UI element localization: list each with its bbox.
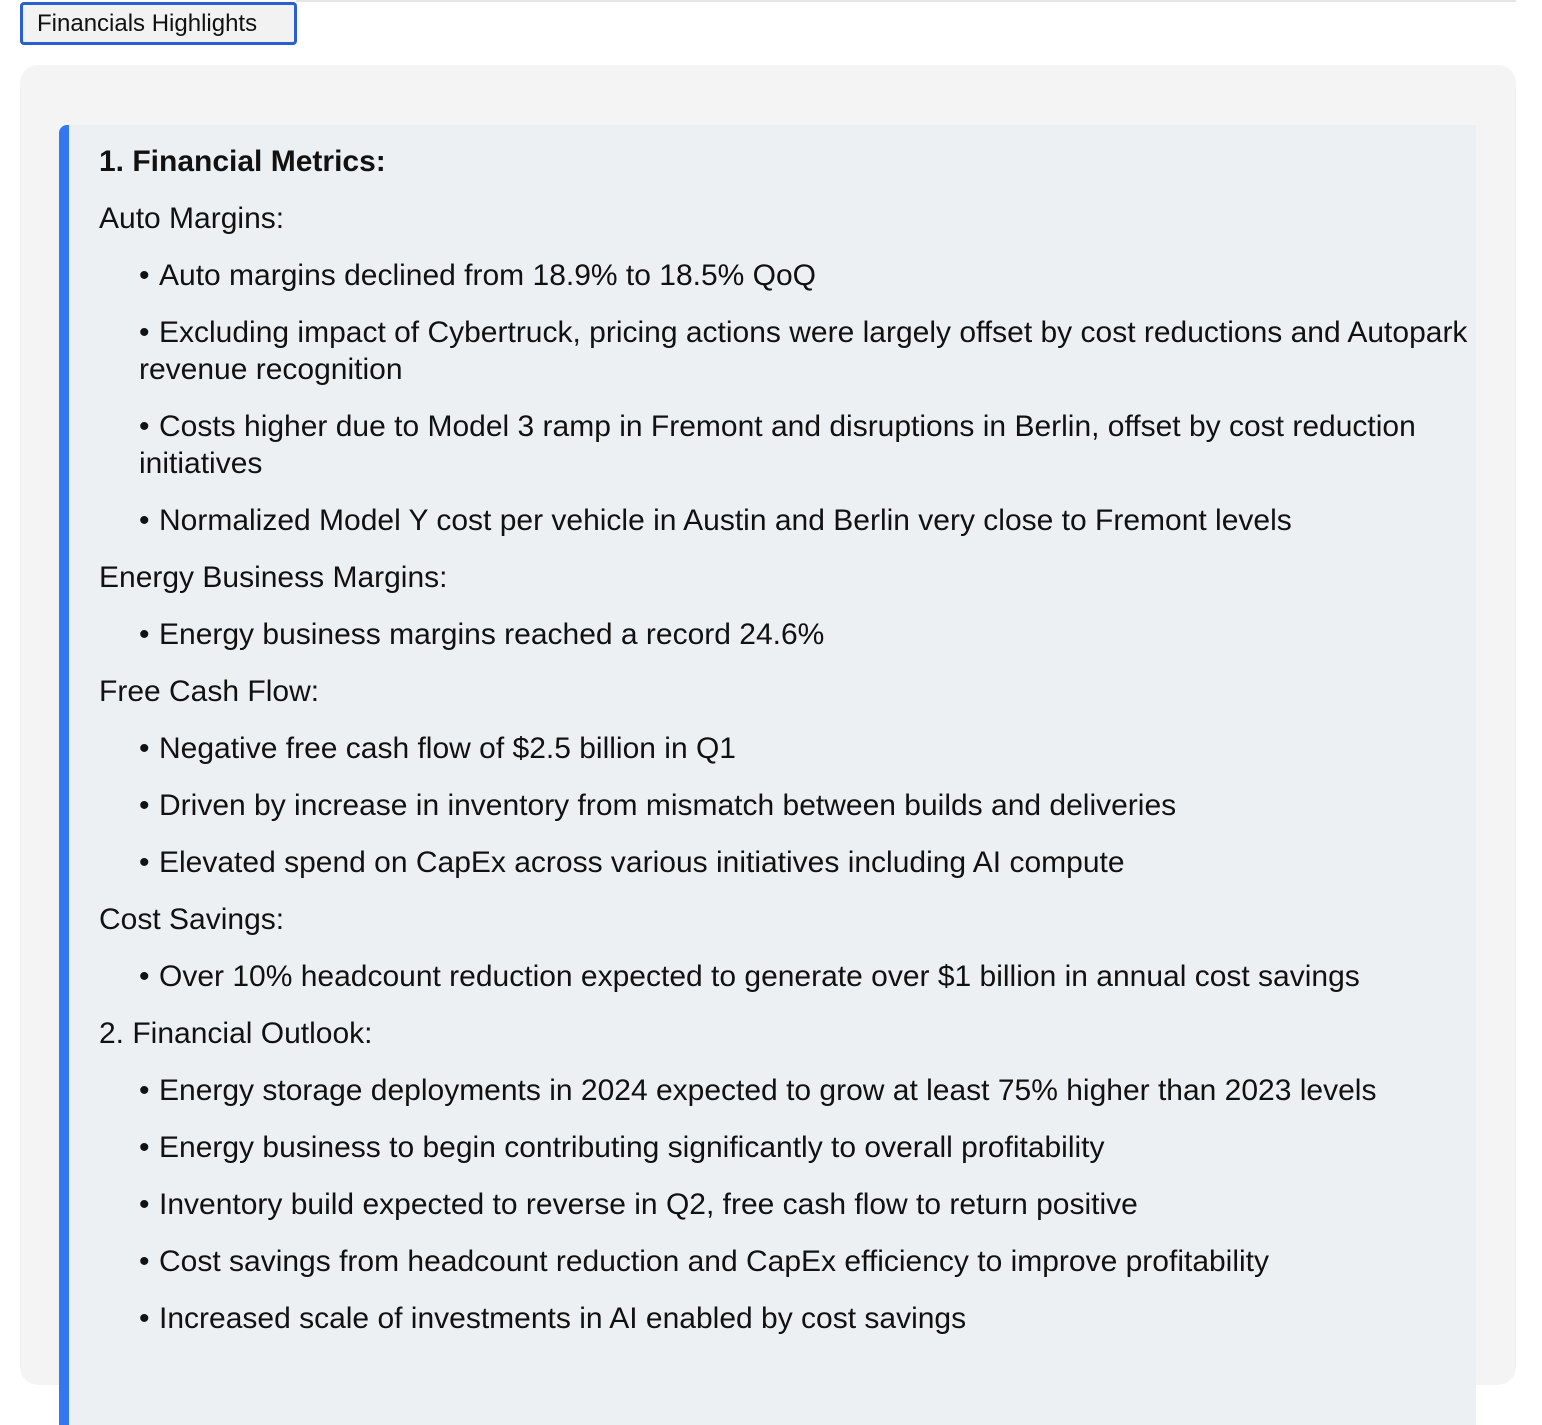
top-divider — [296, 0, 1516, 2]
section-heading-financial-outlook: 2. Financial Outlook: — [99, 1017, 373, 1050]
section-heading-financial-metrics: 1. Financial Metrics: — [99, 145, 386, 178]
list-item — [139, 1129, 1471, 1166]
list-item-text: Energy business to begin contributing significantly to overall profitability — [159, 1131, 1105, 1164]
content-panel — [20, 65, 1516, 1385]
bullet-icon: • — [139, 316, 150, 349]
list-item — [139, 730, 1471, 767]
bullet-icon: • — [139, 1245, 150, 1278]
list-item — [139, 844, 1471, 881]
list-item-text: Energy business margins reached a record 24.6% — [159, 618, 825, 651]
list-item — [139, 1072, 1471, 1109]
list-item-text: Energy storage deployments in 2024 expected to grow at least 75% higher than 2023 levels — [159, 1074, 1377, 1107]
bullet-icon: • — [139, 410, 150, 443]
bullet-icon: • — [139, 732, 150, 765]
list-item-text: Increased scale of investments in AI enabled by cost savings — [159, 1302, 967, 1335]
list-item-text: Cost savings from headcount reduction and CapEx efficiency to improve profitability — [159, 1245, 1270, 1278]
financials-highlights-tab[interactable]: Financials Highlights — [20, 2, 297, 45]
bullet-icon: • — [139, 1188, 150, 1221]
list-item — [139, 314, 1471, 388]
group-label-cost-savings: Cost Savings: — [99, 903, 285, 936]
bullet-icon: • — [139, 618, 150, 651]
highlights-content — [99, 143, 1471, 1357]
bullet-icon: • — [139, 960, 150, 993]
bullet-icon: • — [139, 1131, 150, 1164]
group-label-energy-business-margins: Energy Business Margins: — [99, 561, 448, 594]
list-item — [139, 502, 1471, 539]
list-item — [139, 616, 1471, 653]
list-item-text: Inventory build expected to reverse in Q2, free cash flow to return positive — [159, 1188, 1138, 1221]
list-item-text: Normalized Model Y cost per vehicle in Austin and Berlin very close to Fremont levels — [159, 504, 1292, 537]
group-label-free-cash-flow: Free Cash Flow: — [99, 675, 320, 708]
list-item-text: Driven by increase in inventory from mismatch between builds and deliveries — [159, 789, 1177, 822]
group-label-auto-margins: Auto Margins: — [99, 202, 285, 235]
list-item — [139, 408, 1471, 482]
bullet-icon: • — [139, 259, 150, 292]
bullet-icon: • — [139, 504, 150, 537]
list-item-text: Excluding impact of Cybertruck, pricing actions were largely offset by cost reductions and Autopark revenue recognition — [139, 316, 1468, 386]
list-item — [139, 1243, 1471, 1280]
list-item — [139, 958, 1471, 995]
bullet-icon: • — [139, 1302, 150, 1335]
list-item — [139, 787, 1471, 824]
list-item-text: Negative free cash flow of $2.5 billion in Q1 — [159, 732, 736, 765]
list-item — [139, 1186, 1471, 1223]
bullet-icon: • — [139, 846, 150, 879]
list-item-text: Elevated spend on CapEx across various initiatives including AI compute — [159, 846, 1125, 879]
bullet-icon: • — [139, 1074, 150, 1107]
highlights-card — [59, 125, 1476, 1425]
list-item-text: Auto margins declined from 18.9% to 18.5% QoQ — [159, 259, 817, 292]
list-item — [139, 1300, 1471, 1337]
list-item-text: Over 10% headcount reduction expected to generate over $1 billion in annual cost savings — [159, 960, 1360, 993]
bullet-icon: • — [139, 789, 150, 822]
list-item — [139, 257, 1471, 294]
list-item-text: Costs higher due to Model 3 ramp in Fremont and disruptions in Berlin, offset by cost reduction initiatives — [139, 410, 1416, 480]
